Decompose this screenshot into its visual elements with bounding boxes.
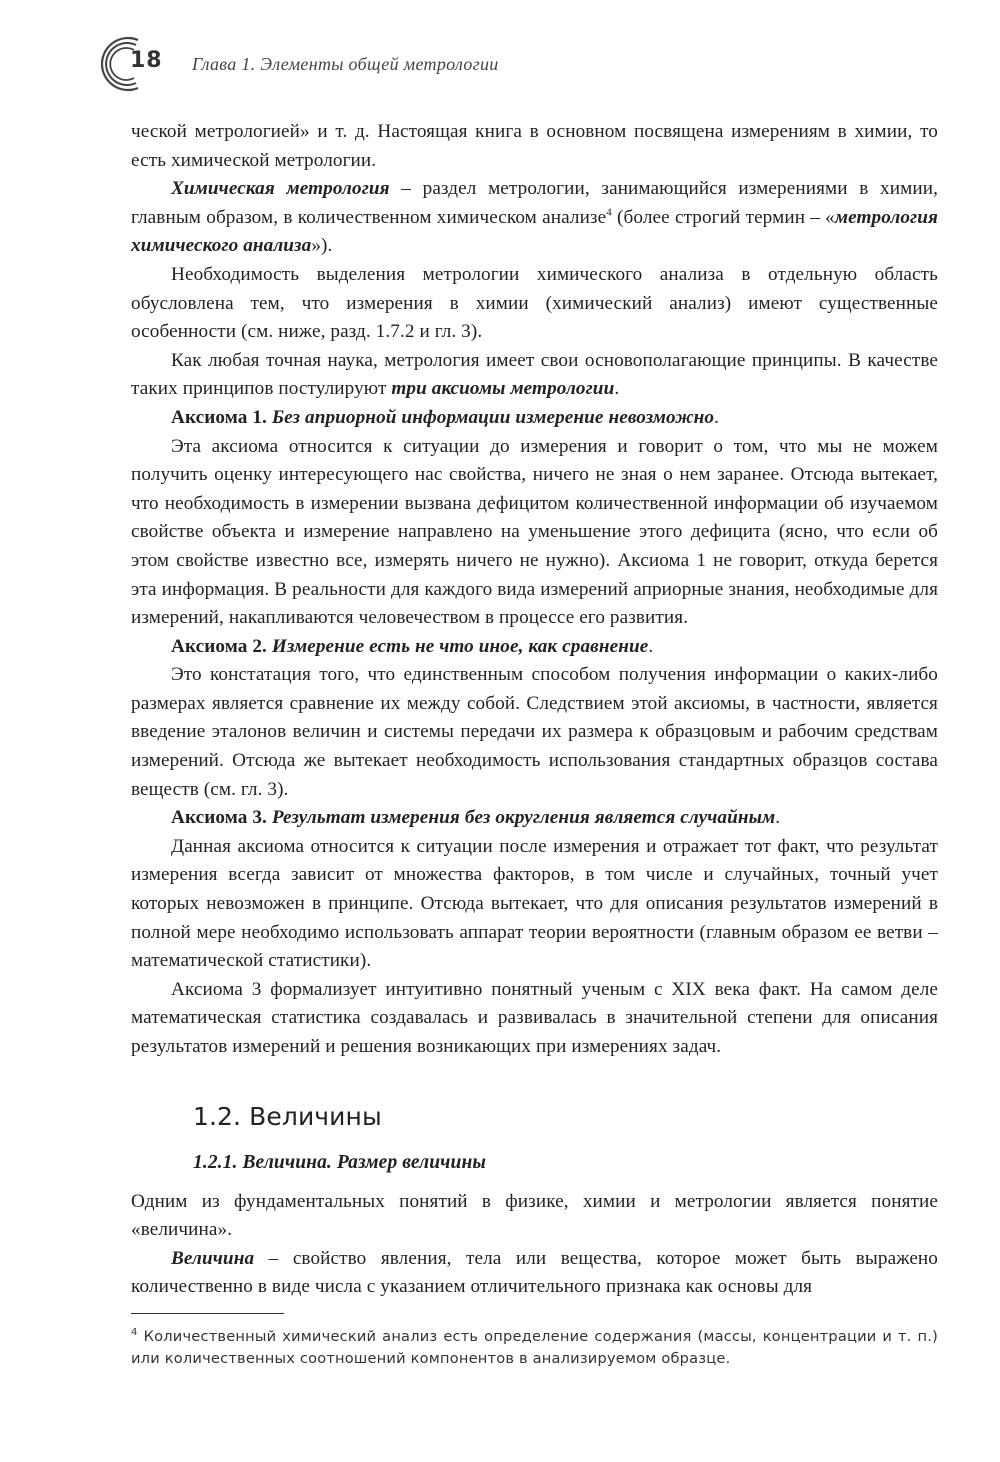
paragraph: Данная аксиома относится к ситуации после измерения и отражает тот факт, что результат измерения всегда зависит от множества факторов, в том числе и случайных, точный учет которых невозможен в принципе. Отсюда вытекает, что для описания результатов измерений в полной мере необходимо использовать аппарат теории вероятности (главным образом ее ветви – математической статистики). — [131, 835, 938, 972]
paragraph: Это констатация того, что единственным способом получения информации о каких-либо размерах является сравнение их между собой. Следствием этой аксиомы, в частности, является введение эталонов величин и системы передачи их размера к образцовым и рабочим средствам измерений. Отсюда же вытекает необходимость использования стандартных образцов состава веществ (см. гл. 3). — [131, 664, 938, 800]
axiom-statement: Измерение есть не что иное, как сравнение — [271, 635, 649, 657]
text-span: . — [714, 406, 719, 428]
axiom-label: Аксиома 2. — [171, 635, 267, 657]
footnote-text: Количественный химический анализ есть определение содержания (массы, концентрации и т. п.) или количественных соотношений компонентов в анализируемом образце. — [131, 1328, 938, 1367]
footnote-marker: 4 — [131, 1327, 138, 1339]
paragraph: Необходимость выделения метрологии химического анализа в отдельную область обусловлена тем, что измерения в химии (химический анализ) имеют существенные особенности (см. ниже, разд. 1.7.2 и гл. 3). — [131, 263, 938, 343]
paragraph: ческой метрологией» и т. д. Настоящая книга в основном посвящена измерениям в химии, то есть химической метрологии. — [131, 121, 938, 171]
text-span: – свойство явления, тела или вещества, которое может быть выражено количественно в виде числа с указанием отличительного признака как основы для — [131, 1247, 938, 1298]
text-span: – раздел метрологии, занимающийся измерениями в химии, главным образом, в количественном химическом анализе — [131, 178, 938, 228]
paragraph: Одним из фундаментальных понятий в физике, химии и метрологии является понятие «величина». — [131, 1190, 938, 1241]
text-span: »). — [311, 235, 333, 257]
text-span: (более строгий термин – « — [611, 206, 835, 228]
axiom-label: Аксиома 1. — [171, 406, 267, 428]
text-span: . — [648, 635, 654, 657]
axiom-label: Аксиома 3. — [171, 807, 267, 829]
term-three-axioms: три аксиомы метрологии — [391, 378, 615, 400]
axiom-1 — [131, 404, 938, 433]
paragraph: Эта аксиома относится к ситуации до измерения и говорит о том, что мы не можем получить оценку интересующего нас свойства, ничего не зная о нем заранее. Отсюда вытекает, что необходимость в измерении вызвана дефицитом количественной информации об изучаемом свойстве объекта и измерение направлено на уменьшение этого дефицита (ясно, что если об этом свойстве известно все, измерять ничего не нужно). Аксиома 1 не говорит, откуда берется эта информация. В реальности для каждого вида измерений априорные знания, необходимые для измерений, накапливаются человечеством в процессе его развития. — [131, 435, 938, 629]
term-quantity: Величина — [171, 1247, 255, 1269]
footnote — [131, 1326, 938, 1370]
axiom-statement: Без априорной информации измерение невозможно — [271, 406, 715, 428]
paragraph-definition-quantity — [131, 1245, 938, 1302]
main-text — [131, 118, 938, 1302]
axiom-statement: Результат измерения без округления является случайным — [271, 807, 776, 829]
subsection-title: 1.2.1. Величина. Размер величины — [193, 1151, 486, 1173]
paragraph — [131, 347, 938, 404]
paragraph-definition-chemical-metrology — [131, 175, 938, 261]
text-span: . — [614, 378, 620, 400]
footnote-reference: 4 — [606, 206, 612, 219]
section-title: 1.2. Величины — [193, 1101, 382, 1131]
text-span: Как любая точная наука, метрология имеет свои основополагающие принципы. В качестве таких принципов постулируют — [131, 349, 938, 400]
paragraph: Аксиома 3 формализует интуитивно понятный ученым с XIX века факт. На самом деле математическая статистика создавалась и развивалась в значительной степени для описания результатов измерений и решения возникающих при измерениях задач. — [131, 978, 938, 1057]
axiom-3 — [131, 804, 938, 833]
page-header — [100, 34, 940, 94]
footnote-divider — [131, 1313, 284, 1314]
term-metrology-chem-analysis: метрология химического анализа — [131, 206, 938, 257]
axiom-2 — [131, 633, 938, 662]
running-title: Глава 1. Элементы общей метрологии — [192, 54, 499, 74]
term-chemical-metrology: Химическая метрология — [171, 178, 390, 200]
text-span: . — [775, 807, 781, 829]
page-number: 18 — [130, 48, 163, 73]
